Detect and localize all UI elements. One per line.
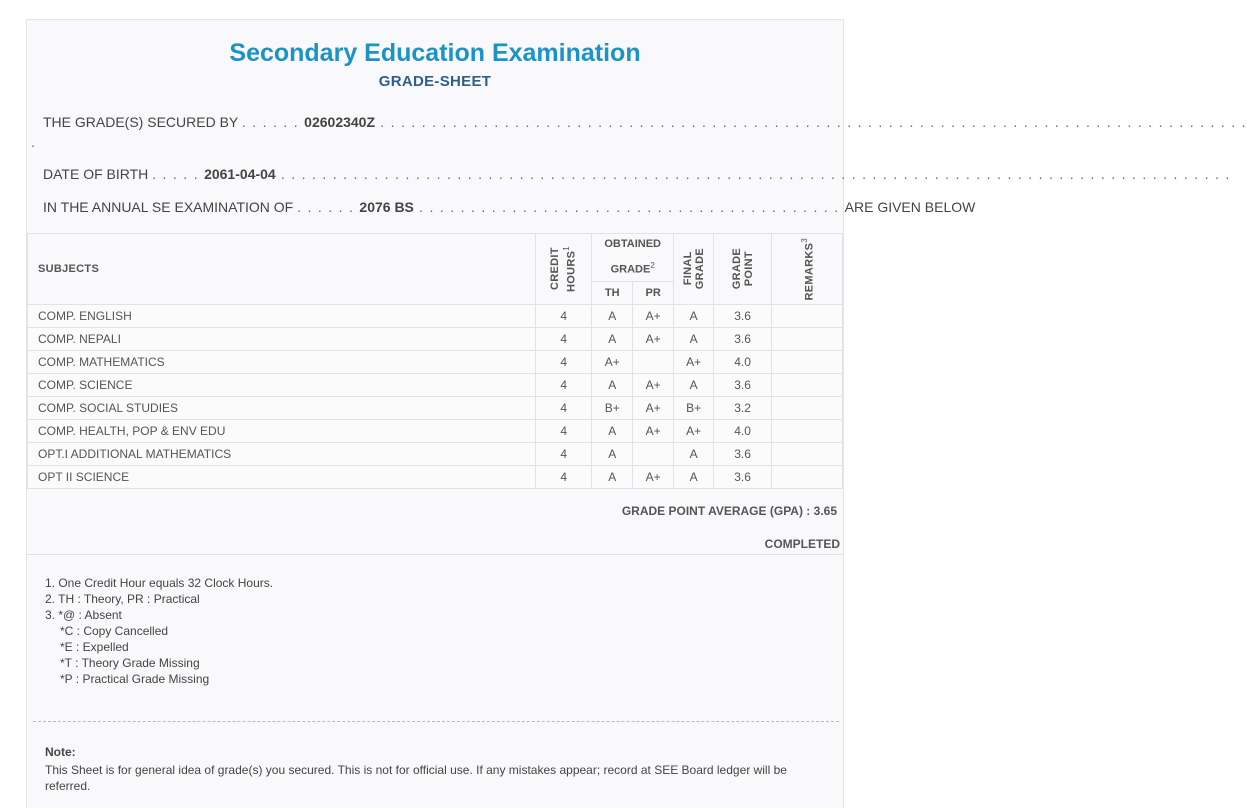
final-grade-cell: A bbox=[674, 373, 714, 396]
th-grade-cell: A bbox=[592, 442, 633, 465]
table-row bbox=[28, 419, 843, 442]
remarks-cell bbox=[772, 396, 843, 419]
page-title: Secondary Education Examination bbox=[229, 39, 641, 67]
footnote-3e: *E : Expelled bbox=[60, 640, 129, 654]
exam-value: 2076 BS bbox=[359, 199, 414, 215]
grade-point-cell: 3.2 bbox=[714, 396, 772, 419]
final-grade-cell: A bbox=[674, 442, 714, 465]
result-status: COMPLETED bbox=[764, 537, 840, 551]
secured-by-value: 02602340Z bbox=[304, 114, 376, 130]
header-final-grade: FINAL GRADE bbox=[674, 234, 714, 305]
subject-cell: COMP. NEPALI bbox=[28, 327, 536, 350]
dob-value: 2061-04-04 bbox=[204, 166, 276, 182]
table-row bbox=[28, 327, 843, 350]
credit-cell: 4 bbox=[536, 396, 592, 419]
gpa-label: GRADE POINT AVERAGE (GPA) : bbox=[621, 504, 811, 518]
subject-cell: COMP. MATHEMATICS bbox=[28, 350, 536, 373]
remarks-cell bbox=[772, 327, 843, 350]
secured-by-line: THE GRADE(S) SECURED BY . . . . . . 02602340Z . . . . . . . . . . . . . . . . . . . . . . . . . . . . . . . . . . . . . . . . . . . . . . . . . . . . . . . . . . . . . . . . . . . . . . . . . . . . . . . . . . . . bbox=[43, 114, 1247, 130]
subject-cell: COMP. ENGLISH bbox=[28, 304, 536, 327]
final-grade-cell: B+ bbox=[674, 396, 714, 419]
credit-cell: 4 bbox=[536, 304, 592, 327]
credit-cell: 4 bbox=[536, 350, 592, 373]
grade-point-cell: 3.6 bbox=[714, 442, 772, 465]
remarks-cell bbox=[772, 442, 843, 465]
th-grade-cell: A bbox=[592, 419, 633, 442]
page-subtitle: GRADE-SHEET bbox=[378, 73, 492, 90]
header-subjects: SUBJECTS bbox=[28, 234, 536, 305]
grade-point-cell: 4.0 bbox=[714, 350, 772, 373]
th-grade-cell: A bbox=[592, 304, 633, 327]
th-grade-cell: A bbox=[592, 465, 633, 488]
remarks-cell bbox=[772, 373, 843, 396]
gpa-value: 3.65 bbox=[813, 504, 837, 518]
th-grade-cell: A bbox=[592, 327, 633, 350]
remarks-cell bbox=[772, 304, 843, 327]
header-obtained-grade: OBTAINED GRADE$^2$ bbox=[592, 234, 674, 282]
grade-point-cell: 3.6 bbox=[714, 465, 772, 488]
credit-cell: 4 bbox=[536, 373, 592, 396]
table-row bbox=[28, 304, 843, 327]
final-grade-cell: A bbox=[674, 304, 714, 327]
credit-cell: 4 bbox=[536, 327, 592, 350]
header-grade-point: GRADE POINT bbox=[714, 234, 772, 305]
final-grade-cell: A bbox=[674, 465, 714, 488]
footnote-1: 1. One Credit Hour equals 32 Clock Hours. bbox=[45, 576, 274, 590]
remarks-cell bbox=[772, 465, 843, 488]
divider bbox=[27, 554, 843, 555]
subject-cell: COMP. SOCIAL STUDIES bbox=[28, 396, 536, 419]
table-row bbox=[28, 396, 843, 419]
header-credit-hours: CREDIT HOURS$^1$ bbox=[536, 234, 592, 305]
gpa-summary bbox=[622, 504, 837, 518]
grade-point-cell: 3.6 bbox=[714, 373, 772, 396]
grade-sheet bbox=[26, 19, 1247, 808]
dashed-divider bbox=[33, 721, 839, 722]
table-row bbox=[28, 442, 843, 465]
credit-cell: 4 bbox=[536, 419, 592, 442]
th-grade-cell: A bbox=[592, 373, 633, 396]
final-grade-cell: A+ bbox=[674, 350, 714, 373]
dotted-leader-continuation: . bbox=[31, 134, 35, 150]
header-th: TH bbox=[592, 281, 633, 304]
credit-cell: 4 bbox=[536, 465, 592, 488]
grades-table bbox=[27, 233, 843, 489]
pr-grade-cell: A+ bbox=[633, 465, 674, 488]
remarks-cell bbox=[772, 419, 843, 442]
note-label: Note: bbox=[45, 745, 76, 759]
grade-point-cell: 3.6 bbox=[714, 304, 772, 327]
footnote-3c: *C : Copy Cancelled bbox=[60, 624, 169, 638]
footnote-3p: *P : Practical Grade Missing bbox=[60, 672, 210, 686]
footnotes bbox=[45, 575, 273, 687]
exam-suffix: ARE GIVEN BELOW bbox=[844, 199, 976, 215]
credit-cell: 4 bbox=[536, 442, 592, 465]
final-grade-cell: A+ bbox=[674, 419, 714, 442]
th-grade-cell: A+ bbox=[592, 350, 633, 373]
th-grade-cell: B+ bbox=[592, 396, 633, 419]
subject-cell: OPT.I ADDITIONAL MATHEMATICS bbox=[28, 442, 536, 465]
header-remarks: REMARKS$^3$ bbox=[772, 234, 843, 305]
grade-point-cell: 4.0 bbox=[714, 419, 772, 442]
subject-cell: COMP. SCIENCE bbox=[28, 373, 536, 396]
table-row bbox=[28, 350, 843, 373]
exam-line: IN THE ANNUAL SE EXAMINATION OF . . . . . . 2076 BS . . . . . . . . . . . . . . . . . . . . . . . . . . . . . . . . . . . . . . . . . ARE GIVEN BELOW bbox=[43, 199, 976, 215]
exam-label: IN THE ANNUAL SE EXAMINATION OF bbox=[43, 199, 294, 215]
dob-line: DATE OF BIRTH . . . . . 2061-04-04 . . . . . . . . . . . . . . . . . . . . . . . . . . . . . . . . . . . . . . . . . . . . . . . . . . . . . . . . . . . . . . . . . . . . . . . . . . . . . . . . . . . . . . . . . . . . bbox=[43, 166, 1231, 182]
remarks-cell bbox=[772, 350, 843, 373]
note-text: This Sheet is for general idea of grade(s) you secured. This is not for official use. If any mistakes appear; record at SEE Board ledger will be referred. bbox=[45, 763, 787, 793]
table-row bbox=[28, 465, 843, 488]
pr-grade-cell: A+ bbox=[633, 373, 674, 396]
header-pr: PR bbox=[633, 281, 674, 304]
pr-grade-cell bbox=[633, 442, 674, 465]
pr-grade-cell bbox=[633, 350, 674, 373]
footnote-3: 3. *@ : Absent bbox=[45, 608, 122, 622]
secured-by-label: THE GRADE(S) SECURED BY bbox=[43, 114, 238, 130]
pr-grade-cell: A+ bbox=[633, 304, 674, 327]
subject-cell: COMP. HEALTH, POP & ENV EDU bbox=[28, 419, 536, 442]
pr-grade-cell: A+ bbox=[633, 396, 674, 419]
final-grade-cell: A bbox=[674, 327, 714, 350]
footnote-3t: *T : Theory Grade Missing bbox=[60, 656, 200, 670]
subject-cell: OPT II SCIENCE bbox=[28, 465, 536, 488]
dob-label: DATE OF BIRTH bbox=[43, 166, 149, 182]
pr-grade-cell: A+ bbox=[633, 419, 674, 442]
grade-point-cell: 3.6 bbox=[714, 327, 772, 350]
pr-grade-cell: A+ bbox=[633, 327, 674, 350]
table-row bbox=[28, 373, 843, 396]
footnote-2: 2. TH : Theory, PR : Practical bbox=[45, 592, 200, 606]
